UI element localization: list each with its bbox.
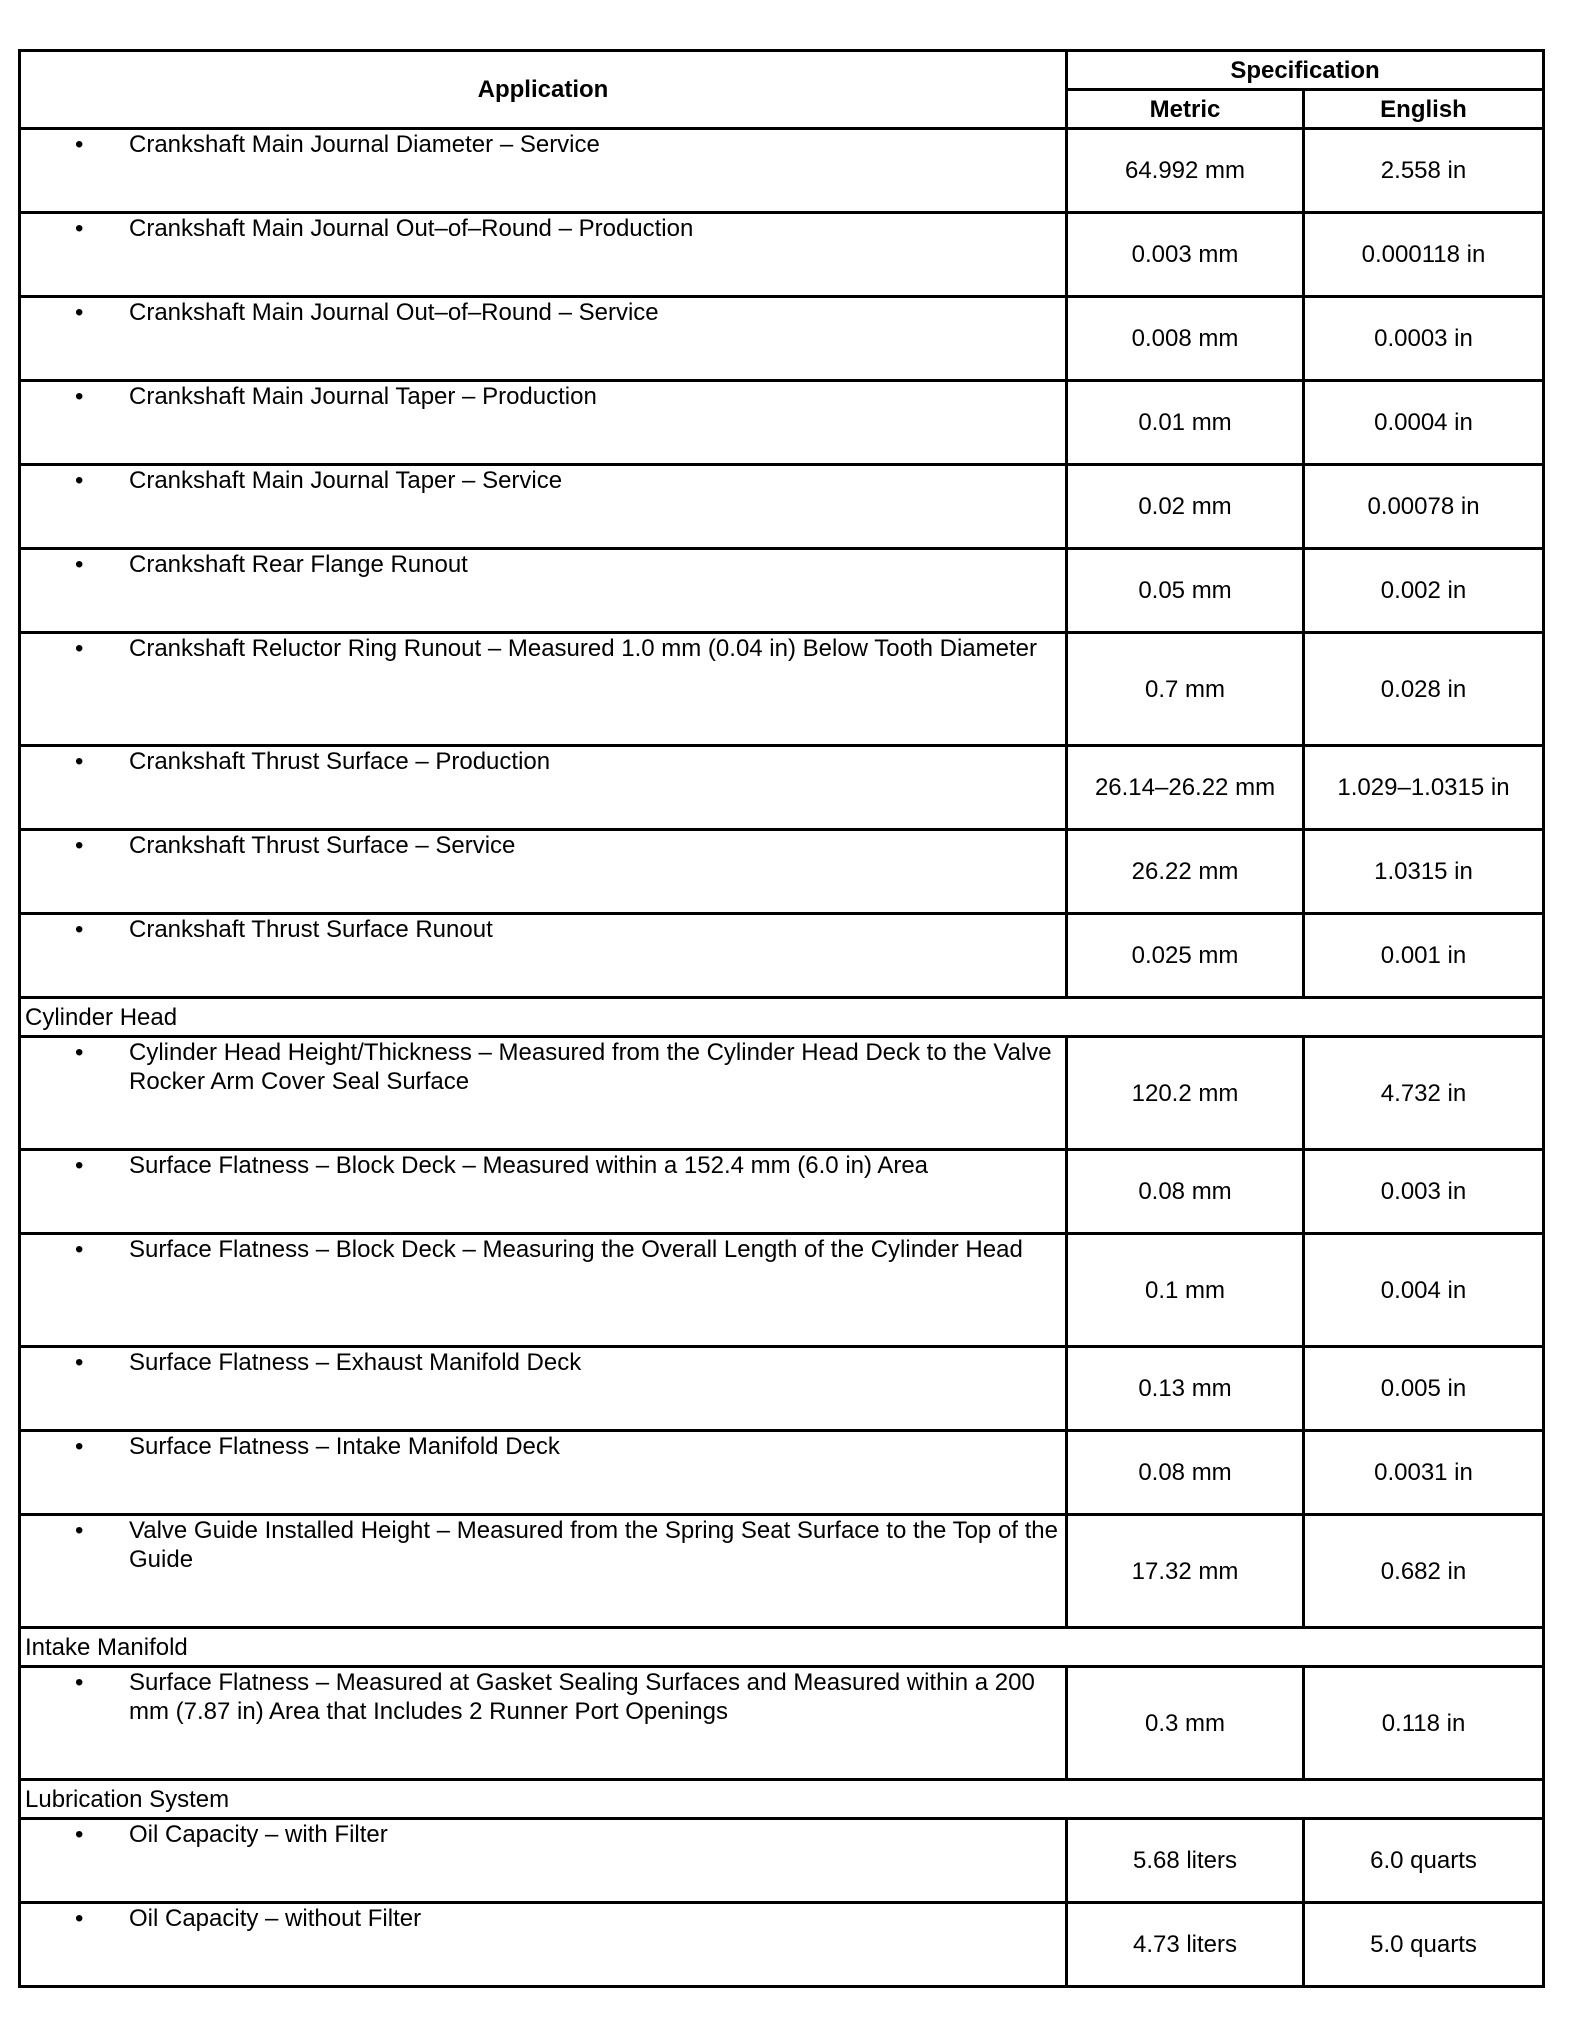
- metric-cell: 26.14–26.22 mm: [1067, 746, 1304, 830]
- table-row: [20, 465, 1544, 549]
- table-row: [20, 297, 1544, 381]
- bullet-icon: •: [75, 832, 84, 859]
- table-row: [20, 381, 1544, 465]
- table-row: [20, 633, 1544, 746]
- bullet-icon: •: [75, 1821, 84, 1848]
- english-cell: 0.000118 in: [1304, 213, 1544, 297]
- table-row: [20, 1667, 1544, 1780]
- bullet-icon: •: [75, 1433, 84, 1460]
- bullet-icon: •: [75, 131, 84, 158]
- bullet-icon: •: [75, 916, 84, 943]
- application-cell: [20, 830, 1067, 914]
- english-cell: 6.0 quarts: [1304, 1819, 1544, 1903]
- bullet-icon: •: [75, 467, 84, 494]
- section-row: [20, 1780, 1544, 1819]
- application-text: Valve Guide Installed Height – Measured from the Spring Seat Surface to the Top of the Guide: [129, 1517, 1058, 1573]
- application-cell: [20, 381, 1067, 465]
- application-cell: [20, 213, 1067, 297]
- application-text: Crankshaft Main Journal Out–of–Round – Production: [129, 215, 694, 242]
- english-cell: 0.682 in: [1304, 1515, 1544, 1628]
- metric-cell: 0.1 mm: [1067, 1234, 1304, 1347]
- table-row: [20, 1819, 1544, 1903]
- application-text: Crankshaft Thrust Surface Runout: [129, 916, 493, 943]
- table-row: [20, 1234, 1544, 1347]
- table-row: [20, 830, 1544, 914]
- table-row: [20, 1515, 1544, 1628]
- application-text: Crankshaft Main Journal Taper – Production: [129, 383, 597, 410]
- metric-cell: 0.02 mm: [1067, 465, 1304, 549]
- table-row: [20, 213, 1544, 297]
- section-row: [20, 1628, 1544, 1667]
- application-text: Crankshaft Rear Flange Runout: [129, 551, 468, 578]
- section-heading: Lubrication System: [20, 1780, 1544, 1819]
- metric-cell: 0.13 mm: [1067, 1347, 1304, 1431]
- application-cell: [20, 129, 1067, 213]
- english-cell: 0.00078 in: [1304, 465, 1544, 549]
- application-cell: [20, 549, 1067, 633]
- english-cell: 5.0 quarts: [1304, 1903, 1544, 1987]
- metric-cell: 0.025 mm: [1067, 914, 1304, 998]
- english-cell: 0.003 in: [1304, 1150, 1544, 1234]
- bullet-icon: •: [75, 1349, 84, 1376]
- application-cell: [20, 1431, 1067, 1515]
- metric-cell: 4.73 liters: [1067, 1903, 1304, 1987]
- bullet-icon: •: [75, 1669, 84, 1696]
- application-cell: [20, 297, 1067, 381]
- table-row: [20, 1037, 1544, 1150]
- metric-cell: 0.05 mm: [1067, 549, 1304, 633]
- application-cell: [20, 746, 1067, 830]
- english-cell: 4.732 in: [1304, 1037, 1544, 1150]
- metric-cell: 5.68 liters: [1067, 1819, 1304, 1903]
- bullet-icon: •: [75, 748, 84, 775]
- application-text: Surface Flatness – Exhaust Manifold Deck: [129, 1349, 582, 1376]
- english-cell: 0.004 in: [1304, 1234, 1544, 1347]
- specification-table: [18, 49, 1545, 1988]
- table-row: [20, 129, 1544, 213]
- bullet-icon: •: [75, 1517, 84, 1544]
- english-cell: 0.0004 in: [1304, 381, 1544, 465]
- application-text: Cylinder Head Height/Thickness – Measured from the Cylinder Head Deck to the Valve Rocker Arm Cover Seal Surface: [129, 1039, 1052, 1095]
- application-text: Crankshaft Main Journal Diameter – Service: [129, 131, 600, 158]
- application-cell: [20, 1515, 1067, 1628]
- bullet-icon: •: [75, 1905, 84, 1932]
- table-row: [20, 1903, 1544, 1987]
- application-text: Crankshaft Thrust Surface – Production: [129, 748, 551, 775]
- application-text: Oil Capacity – without Filter: [129, 1905, 422, 1932]
- metric-cell: 0.008 mm: [1067, 297, 1304, 381]
- table-row: [20, 1347, 1544, 1431]
- metric-cell: 0.01 mm: [1067, 381, 1304, 465]
- metric-header: Metric: [1067, 90, 1304, 129]
- application-text: Crankshaft Reluctor Ring Runout – Measured 1.0 mm (0.04 in) Below Tooth Diameter: [129, 635, 1037, 662]
- english-cell: 1.0315 in: [1304, 830, 1544, 914]
- application-cell: [20, 465, 1067, 549]
- application-cell: [20, 1903, 1067, 1987]
- english-cell: 0.005 in: [1304, 1347, 1544, 1431]
- bullet-icon: •: [75, 383, 84, 410]
- application-cell: [20, 633, 1067, 746]
- application-text: Surface Flatness – Block Deck – Measured within a 152.4 mm (6.0 in) Area: [129, 1152, 929, 1179]
- application-text: Crankshaft Main Journal Out–of–Round – Service: [129, 299, 659, 326]
- english-cell: 0.0031 in: [1304, 1431, 1544, 1515]
- english-cell: 1.029–1.0315 in: [1304, 746, 1544, 830]
- english-cell: 0.118 in: [1304, 1667, 1544, 1780]
- metric-cell: 64.992 mm: [1067, 129, 1304, 213]
- bullet-icon: •: [75, 1236, 84, 1263]
- metric-cell: 120.2 mm: [1067, 1037, 1304, 1150]
- english-cell: 0.0003 in: [1304, 297, 1544, 381]
- application-cell: [20, 1667, 1067, 1780]
- english-header: English: [1304, 90, 1544, 129]
- english-cell: 0.001 in: [1304, 914, 1544, 998]
- english-cell: 0.002 in: [1304, 549, 1544, 633]
- english-cell: 0.028 in: [1304, 633, 1544, 746]
- bullet-icon: •: [75, 1039, 84, 1066]
- table-body: [20, 129, 1544, 1987]
- application-cell: [20, 1819, 1067, 1903]
- metric-cell: 0.08 mm: [1067, 1431, 1304, 1515]
- section-heading: Cylinder Head: [20, 998, 1544, 1037]
- table-row: [20, 549, 1544, 633]
- metric-cell: 0.08 mm: [1067, 1150, 1304, 1234]
- bullet-icon: •: [75, 635, 84, 662]
- application-cell: [20, 914, 1067, 998]
- section-row: [20, 998, 1544, 1037]
- application-text: Crankshaft Main Journal Taper – Service: [129, 467, 563, 494]
- application-text: Oil Capacity – with Filter: [129, 1821, 388, 1848]
- table-row: [20, 1431, 1544, 1515]
- application-cell: [20, 1037, 1067, 1150]
- bullet-icon: •: [75, 551, 84, 578]
- metric-cell: 0.003 mm: [1067, 213, 1304, 297]
- english-cell: 2.558 in: [1304, 129, 1544, 213]
- application-header: Application: [20, 51, 1067, 129]
- metric-cell: 17.32 mm: [1067, 1515, 1304, 1628]
- section-heading: Intake Manifold: [20, 1628, 1544, 1667]
- metric-cell: 0.3 mm: [1067, 1667, 1304, 1780]
- table-row: [20, 746, 1544, 830]
- application-cell: [20, 1234, 1067, 1347]
- bullet-icon: •: [75, 215, 84, 242]
- application-text: Surface Flatness – Measured at Gasket Sealing Surfaces and Measured within a 200 mm (7.87 in) Area that Includes 2 Runner Port Openings: [129, 1669, 1035, 1725]
- bullet-icon: •: [75, 299, 84, 326]
- bullet-icon: •: [75, 1152, 84, 1179]
- metric-cell: 26.22 mm: [1067, 830, 1304, 914]
- application-text: Surface Flatness – Intake Manifold Deck: [129, 1433, 560, 1460]
- application-text: Crankshaft Thrust Surface – Service: [129, 832, 516, 859]
- application-text: Surface Flatness – Block Deck – Measuring the Overall Length of the Cylinder Head: [129, 1236, 1023, 1263]
- application-cell: [20, 1347, 1067, 1431]
- table-row: [20, 1150, 1544, 1234]
- metric-cell: 0.7 mm: [1067, 633, 1304, 746]
- specification-header: Specification: [1067, 51, 1544, 90]
- application-cell: [20, 1150, 1067, 1234]
- table-row: [20, 914, 1544, 998]
